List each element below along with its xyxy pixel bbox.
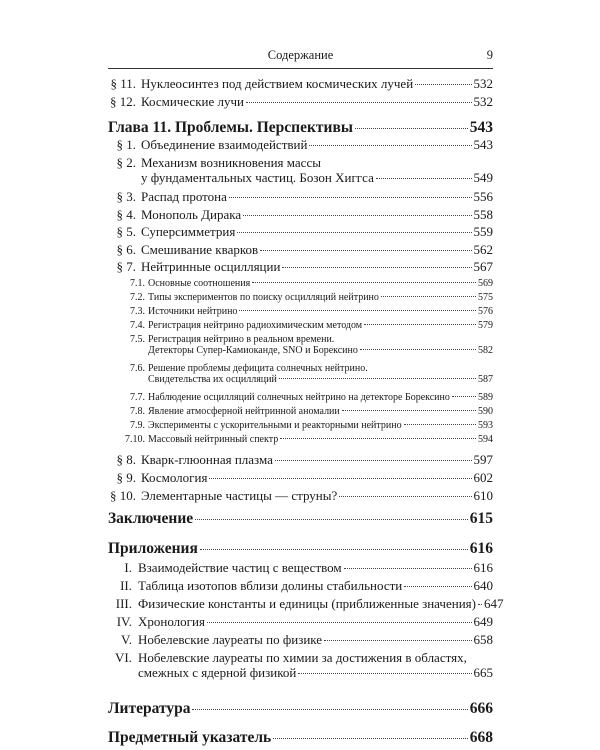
toc-page-number: 558 <box>473 207 493 222</box>
toc-leader-dots <box>282 267 471 268</box>
toc-leader-dots <box>376 178 472 179</box>
toc-section[interactable] <box>108 94 493 110</box>
toc-leader-dots <box>237 232 471 233</box>
toc-title: Заключение <box>108 510 194 527</box>
toc-leader-dots <box>342 410 476 411</box>
toc-appendix-item[interactable] <box>108 614 493 630</box>
toc-number: § 4. <box>116 207 136 222</box>
toc-chapter[interactable] <box>108 729 493 747</box>
toc-leader-dots <box>404 586 471 587</box>
toc-page-number: 602 <box>473 470 493 485</box>
toc-title: Предметный указатель <box>108 729 272 746</box>
toc-title: Элементарные частицы — струны? <box>141 488 338 503</box>
toc-number: V. <box>121 632 132 647</box>
toc-leader-dots <box>339 496 471 497</box>
toc-page-number: 589 <box>478 392 493 403</box>
toc-line <box>108 207 493 223</box>
toc-leader-dots <box>324 640 471 641</box>
toc-leader-dots <box>192 709 467 710</box>
toc-line <box>108 224 493 240</box>
toc-line <box>108 170 493 186</box>
toc-title: Основные соотношения <box>148 278 251 289</box>
toc-page-number: 616 <box>469 540 493 557</box>
toc-line <box>108 278 493 289</box>
toc-section[interactable] <box>108 470 493 486</box>
toc-subsection[interactable] <box>108 434 493 445</box>
toc-number: VI. <box>115 650 132 665</box>
toc-page-number: 616 <box>473 560 493 575</box>
toc-title: Литература <box>108 700 191 717</box>
toc-leader-dots <box>360 349 476 350</box>
toc-title: Механизм возникновения массы <box>141 155 321 170</box>
toc-appendix-item[interactable] <box>108 632 493 648</box>
toc-page-number: 594 <box>478 434 493 445</box>
toc-subsection[interactable] <box>108 306 493 317</box>
toc-leader-dots <box>252 282 476 283</box>
toc-section[interactable] <box>108 155 493 186</box>
toc-subsection[interactable] <box>108 406 493 417</box>
toc-line <box>108 76 493 92</box>
toc-section[interactable] <box>108 207 493 223</box>
toc-leader-dots <box>209 478 471 479</box>
toc-title: Смешивание кварков <box>141 242 259 257</box>
running-head-page-number: 9 <box>486 48 493 62</box>
toc-page-number: 647 <box>483 596 504 611</box>
toc-number: I. <box>124 560 132 575</box>
toc-subsection[interactable] <box>108 363 493 385</box>
toc-title: Нейтринные осцилляции <box>141 259 281 274</box>
toc-title: Космология <box>141 470 208 485</box>
toc-page-number: 532 <box>473 76 493 91</box>
toc-leader-dots <box>239 310 476 311</box>
toc-title: Монополь Дирака <box>141 207 242 222</box>
toc-title-continued: смежных с ядерной физикой <box>138 665 297 680</box>
toc-section[interactable] <box>108 189 493 205</box>
toc-title: Глава 11. Проблемы. Перспективы <box>108 119 353 136</box>
toc-line <box>108 320 493 331</box>
toc-leader-dots <box>260 250 471 251</box>
toc-section[interactable] <box>108 488 493 504</box>
toc-appendix-item[interactable] <box>108 578 493 594</box>
toc-page-number: 532 <box>473 94 493 109</box>
toc-page-number: 640 <box>473 578 493 593</box>
toc-number: § 9. <box>116 470 136 485</box>
toc-leader-dots <box>415 84 471 85</box>
toc-page-number: 665 <box>473 665 493 680</box>
toc-page-number: 610 <box>473 488 493 503</box>
toc-subsection[interactable] <box>108 292 493 303</box>
toc-page-number: 668 <box>469 729 493 746</box>
toc-number: 7.2. <box>130 292 145 303</box>
toc-chapter[interactable] <box>108 540 493 558</box>
toc-number: § 3. <box>116 189 136 204</box>
toc-line <box>108 578 493 594</box>
running-head <box>108 48 493 66</box>
toc-page-number: 576 <box>478 306 493 317</box>
toc-title-continued: у фундаментальных частиц. Бозон Хиггса <box>141 170 374 185</box>
toc-chapter[interactable] <box>108 510 493 528</box>
toc-title: Решение проблемы дефицита солнечных нейтрино. <box>148 363 368 374</box>
toc-line <box>108 452 493 468</box>
toc-page-number: 562 <box>473 242 493 257</box>
toc-leader-dots <box>309 145 471 146</box>
toc-number: 7.9. <box>130 420 145 431</box>
toc-line <box>108 632 493 648</box>
toc-leader-dots <box>275 460 472 461</box>
toc-line <box>108 392 493 403</box>
running-head-title: Содержание <box>267 48 334 62</box>
toc-title: Регистрация нейтрино в реальном времени. <box>148 334 335 345</box>
toc-title: Эксперименты с ускорительными и реакторными нейтрино <box>148 420 402 431</box>
toc-line <box>108 434 493 445</box>
toc-title: Космические лучи <box>141 94 244 109</box>
toc-leader-dots <box>200 549 468 550</box>
toc-leader-dots <box>207 622 472 623</box>
toc-appendix-item[interactable] <box>108 650 493 681</box>
header-rule <box>108 68 493 69</box>
toc-page-number: 543 <box>473 137 493 152</box>
toc-page-number: 579 <box>478 320 493 331</box>
toc-chapter[interactable] <box>108 700 493 718</box>
toc-line <box>108 374 493 385</box>
toc-page-number: 569 <box>478 278 493 289</box>
toc-number: 7.4. <box>130 320 145 331</box>
toc-title-continued: Детекторы Супер-Камиоканде, SNO и Борексино <box>148 345 358 356</box>
toc-line <box>108 596 504 612</box>
toc-title: Таблица изотопов вблизи долины стабильности <box>138 578 403 593</box>
toc-number: II. <box>120 578 132 593</box>
toc-title-continued: Свидетельства их осцилляций <box>148 374 277 385</box>
toc-number: 7.10. <box>125 434 145 445</box>
toc-leader-dots <box>229 197 472 198</box>
toc-title: Явление атмосферной нейтринной аномалии <box>148 406 340 417</box>
toc-leader-dots <box>381 296 476 297</box>
toc-page-number: 556 <box>473 189 493 204</box>
toc-leader-dots <box>279 378 476 379</box>
toc-line <box>108 259 493 275</box>
toc-number: 7.6. <box>130 363 145 374</box>
toc-leader-dots <box>452 396 476 397</box>
toc-line <box>108 540 493 558</box>
toc-section[interactable] <box>108 242 493 258</box>
toc-number: § 8. <box>116 452 136 467</box>
toc-section[interactable] <box>108 76 493 92</box>
toc-title: Источники нейтрино <box>148 306 238 317</box>
toc-page-number: 543 <box>469 119 493 136</box>
toc-line <box>108 665 493 681</box>
toc-line <box>108 470 493 486</box>
toc-leader-dots <box>298 673 471 674</box>
toc-line <box>108 560 493 576</box>
toc-number: 7.5. <box>130 334 145 345</box>
toc-leader-dots <box>280 438 476 439</box>
toc-page-number: 649 <box>473 614 493 629</box>
toc-subsection[interactable] <box>108 334 493 356</box>
toc-line <box>108 119 493 137</box>
toc-subsection[interactable] <box>108 320 493 331</box>
toc-section[interactable] <box>108 224 493 240</box>
toc-appendix-item[interactable] <box>108 560 493 576</box>
toc-page-number: 559 <box>473 224 493 239</box>
toc-page-number: 658 <box>473 632 493 647</box>
toc-line <box>108 334 493 345</box>
toc-line <box>108 242 493 258</box>
toc-title: Кварк-глюонная плазма <box>141 452 273 467</box>
toc-page-number: 597 <box>473 452 493 467</box>
toc-line <box>108 189 493 205</box>
toc-subsection[interactable] <box>108 392 493 403</box>
toc-leader-dots <box>478 604 482 605</box>
toc-title: Суперсимметрия <box>141 224 236 239</box>
toc-title: Массовый нейтринный спектр <box>148 434 279 445</box>
toc-number: § 10. <box>110 488 136 503</box>
toc-title: Хронология <box>138 614 205 629</box>
toc-page-number: 549 <box>473 170 493 185</box>
toc-title: Регистрация нейтрино радиохимическим методом <box>148 320 363 331</box>
toc-leader-dots <box>404 424 476 425</box>
toc-title: Типы экспериментов по поиску осцилляций нейтрино <box>148 292 379 303</box>
toc-line <box>108 700 493 718</box>
toc-number: IV. <box>116 614 132 629</box>
toc-leader-dots <box>243 215 471 216</box>
toc-title: Нобелевские лауреаты по химии за достижения в областях, <box>138 650 467 665</box>
toc-leader-dots <box>344 568 472 569</box>
toc-line <box>108 155 493 171</box>
toc-number: 7.8. <box>130 406 145 417</box>
toc-section[interactable] <box>108 452 493 468</box>
toc-leader-dots <box>364 324 476 325</box>
toc-line <box>108 345 493 356</box>
toc-page-number: 567 <box>473 259 493 274</box>
toc-leader-dots <box>246 102 472 103</box>
toc-title: Наблюдение осцилляций солнечных нейтрино на детекторе Борексино <box>148 392 450 403</box>
toc-subsection[interactable] <box>108 278 493 289</box>
toc-number: 7.3. <box>130 306 145 317</box>
toc-number: § 5. <box>116 224 136 239</box>
toc-line <box>108 306 493 317</box>
toc-title: Взаимодействие частиц с веществом <box>138 560 342 575</box>
toc-number: 7.1. <box>130 278 145 289</box>
toc-number: § 6. <box>116 242 136 257</box>
toc-title: Нобелевские лауреаты по физике <box>138 632 323 647</box>
toc-number: III. <box>115 596 132 611</box>
toc-number: § 11. <box>110 76 136 91</box>
toc-leader-dots <box>355 128 468 129</box>
toc-line <box>108 292 493 303</box>
toc-number: § 2. <box>116 155 136 170</box>
toc-line <box>108 488 493 504</box>
toc-section[interactable] <box>108 137 493 153</box>
toc-line <box>108 406 493 417</box>
toc-page-number: 593 <box>478 420 493 431</box>
toc-number: § 12. <box>110 94 136 109</box>
toc-appendix-item[interactable] <box>108 596 504 612</box>
toc-line <box>108 94 493 110</box>
toc-title: Приложения <box>108 540 198 557</box>
toc-page-number: 615 <box>469 510 493 527</box>
toc-chapter[interactable] <box>108 119 493 137</box>
toc-page-number: 587 <box>478 374 493 385</box>
toc-line <box>108 650 493 666</box>
toc-title: Распад протона <box>141 189 227 204</box>
toc-number: 7.7. <box>130 392 145 403</box>
toc-page-number: 575 <box>478 292 493 303</box>
toc-line <box>108 729 493 747</box>
toc-page-number: 582 <box>478 345 493 356</box>
toc-line <box>108 510 493 528</box>
toc-page-number: 590 <box>478 406 493 417</box>
toc-line <box>108 363 493 374</box>
toc-page-number: 666 <box>469 700 493 717</box>
toc-number: § 7. <box>116 259 136 274</box>
toc-title: Нуклеосинтез под действием космических лучей <box>141 76 414 91</box>
toc-line <box>108 137 493 153</box>
toc-line <box>108 420 493 431</box>
toc-leader-dots <box>273 738 468 739</box>
toc-subsection[interactable] <box>108 420 493 431</box>
toc-title: Физические константы и единицы (приближенные значения) <box>138 596 476 611</box>
toc-line <box>108 614 493 630</box>
toc-title: Объединение взаимодействий <box>141 137 308 152</box>
toc-section[interactable] <box>108 259 493 275</box>
toc-number: § 1. <box>116 137 136 152</box>
toc-leader-dots <box>195 519 468 520</box>
